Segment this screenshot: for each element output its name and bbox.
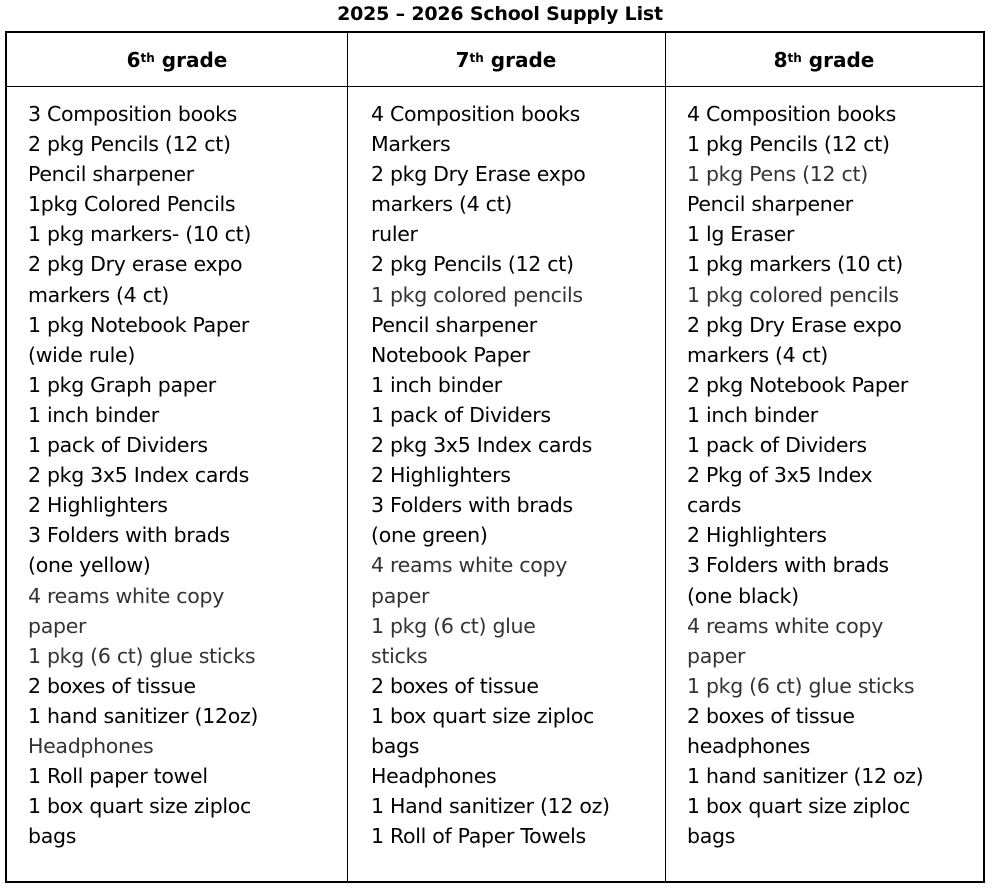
supply-item: bags (28, 824, 77, 849)
supply-item: (one black) (687, 583, 799, 608)
supply-item: Notebook Paper (371, 342, 530, 367)
supply-item: 2 pkg 3x5 Index cards (28, 463, 249, 488)
supply-item: 2 Highlighters (687, 523, 827, 548)
supply-item: 1 pkg markers- (10 ct) (28, 222, 252, 247)
supply-item: headphones (687, 733, 811, 758)
grade-word: grade (801, 47, 875, 72)
grade-number: 6 (126, 47, 141, 72)
supply-item: 1 hand sanitizer (12oz) (28, 703, 259, 728)
supply-item: 1 inch binder (371, 372, 502, 397)
page-title: 2025 – 2026 School Supply List (337, 3, 663, 25)
supply-item: 4 reams white copy (371, 553, 568, 578)
supply-item: 4 Composition books (371, 102, 581, 126)
supply-item: 4 Composition books (687, 102, 897, 126)
supply-item: Pencil sharpener (28, 162, 194, 187)
supply-item: 3 Composition books (28, 102, 238, 126)
supply-item: 1 pkg colored pencils (687, 282, 899, 307)
supply-item: (one yellow) (28, 553, 151, 578)
supply-item: 1 inch binder (687, 402, 818, 427)
supply-item: ruler (371, 222, 418, 247)
supply-item: 2 boxes of tissue (28, 673, 196, 698)
supply-item: paper (28, 613, 87, 638)
grade-6-header (7, 33, 347, 87)
supply-item: 1 pack of Dividers (28, 433, 208, 458)
grade-suffix: th (140, 50, 155, 65)
grade-6-column (7, 33, 348, 881)
grade-8-header (665, 33, 983, 87)
supply-item: bags (687, 824, 736, 849)
supply-item: 1pkg Colored Pencils (28, 192, 236, 217)
grade-number: 7 (455, 47, 470, 72)
supply-item: 2 pkg Notebook Paper (687, 372, 909, 397)
supply-item: bags (371, 733, 420, 758)
supply-item: Headphones (371, 764, 497, 789)
supply-item: 4 reams white copy (28, 583, 225, 608)
grade-7-header (347, 33, 665, 87)
supply-item: 1 pkg markers (10 ct) (687, 252, 903, 277)
supply-item: 1 pack of Dividers (371, 402, 551, 427)
grade-7-column (347, 33, 666, 881)
supply-item: markers (4 ct) (371, 192, 513, 217)
supply-item: sticks (371, 643, 428, 668)
grade-6-supply-list (28, 99, 338, 851)
supply-item: 1 pkg Pencils (12 ct) (687, 132, 890, 157)
supply-item: 2 boxes of tissue (371, 673, 539, 698)
supply-item: 4 reams white copy (687, 613, 884, 638)
supply-item: 1 Hand sanitizer (12 oz) (371, 794, 610, 819)
grade-word: grade (154, 47, 228, 72)
supply-item: 1 pkg Graph paper (28, 372, 216, 397)
supply-item: 1 box quart size ziploc (687, 794, 911, 819)
supply-item: 1 box quart size ziploc (371, 703, 595, 728)
supply-item: 2 Highlighters (28, 493, 168, 518)
supply-item: markers (4 ct) (687, 342, 829, 367)
supply-item: 2 pkg Pencils (12 ct) (371, 252, 574, 277)
grade-suffix: th (787, 50, 802, 65)
supply-item: 1 box quart size ziploc (28, 794, 252, 819)
supply-item: 3 Folders with brads (687, 553, 889, 578)
supply-item: 2 pkg 3x5 Index cards (371, 433, 592, 458)
supply-item: 2 Highlighters (371, 463, 511, 488)
supply-item: 2 pkg Dry erase expo (28, 252, 243, 277)
supply-item: 1 inch binder (28, 402, 159, 427)
supply-item: 2 Pkg of 3x5 Index (687, 463, 873, 488)
supply-item: 1 lg Eraser (687, 222, 795, 247)
supply-item: 1 pkg (6 ct) glue sticks (28, 643, 256, 668)
grade-word: grade (483, 47, 557, 72)
supply-item: 2 pkg Dry Erase expo (371, 162, 586, 187)
supply-item: 1 pkg (6 ct) glue sticks (687, 673, 915, 698)
supply-item: 1 hand sanitizer (12 oz) (687, 764, 924, 789)
grade-number: 8 (773, 47, 788, 72)
supply-item: 1 pkg Notebook Paper (28, 312, 250, 337)
supply-item: paper (371, 583, 430, 608)
supply-item: 2 boxes of tissue (687, 703, 855, 728)
supply-item: 1 Roll of Paper Towels (371, 824, 586, 849)
supply-item: 2 pkg Dry Erase expo (687, 312, 902, 337)
supply-item: 1 pkg Pens (12 ct) (687, 162, 868, 187)
supply-item: Pencil sharpener (371, 312, 537, 337)
supply-item: 1 pkg (6 ct) glue (371, 613, 536, 638)
supply-table (5, 31, 985, 883)
grade-8-column (665, 33, 983, 881)
supply-item: Pencil sharpener (687, 192, 853, 217)
supply-item: cards (687, 493, 742, 518)
grade-suffix: th (469, 50, 484, 65)
supply-item: (wide rule) (28, 342, 136, 367)
supply-item: (one green) (371, 523, 488, 548)
grade-7-supply-list (371, 99, 661, 851)
supply-item: markers (4 ct) (28, 282, 170, 307)
grade-8-supply-list (687, 99, 977, 851)
supply-item: 1 pack of Dividers (687, 433, 867, 458)
supply-item: 1 Roll paper towel (28, 764, 208, 789)
supply-item: 1 pkg colored pencils (371, 282, 583, 307)
supply-item: 3 Folders with brads (28, 523, 230, 548)
supply-item: 2 pkg Pencils (12 ct) (28, 132, 231, 157)
supply-item: paper (687, 643, 746, 668)
supply-item: Markers (371, 132, 451, 157)
supply-item: 3 Folders with brads (371, 493, 573, 518)
supply-item: Headphones (28, 733, 154, 758)
